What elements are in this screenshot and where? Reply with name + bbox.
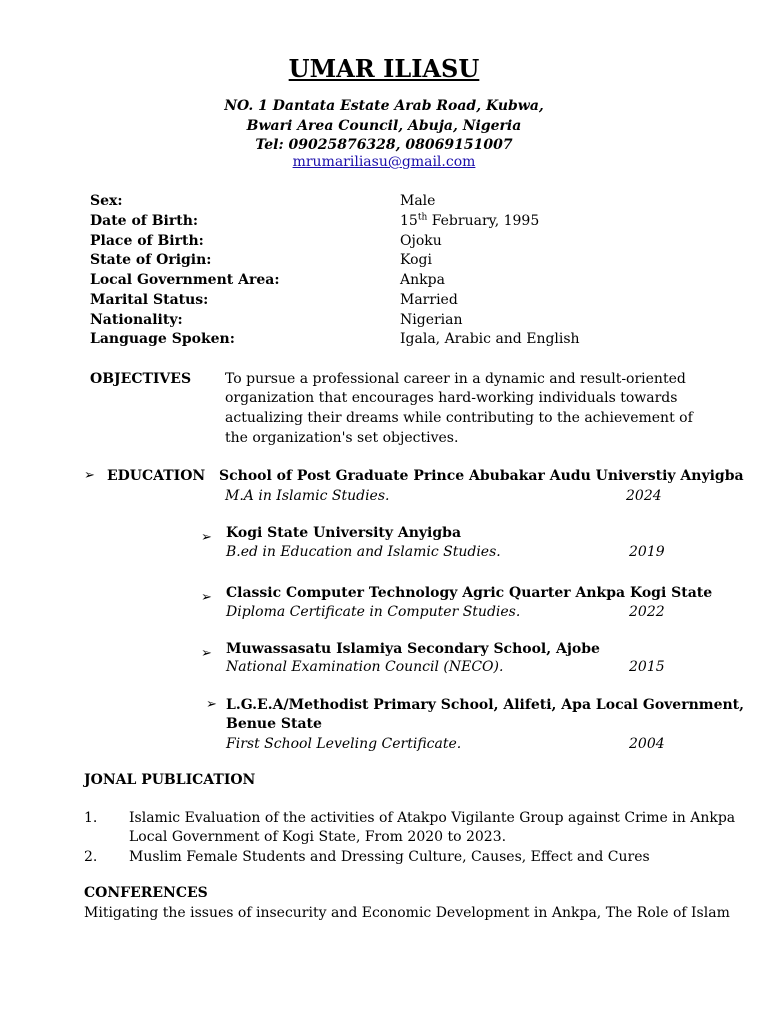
lga-label: Local Government Area: [90, 272, 280, 288]
education-school-1: School of Post Graduate Prince Abubakar Audu Universtiy Anyigba [219, 468, 744, 484]
publication-number-1: 1. [84, 810, 98, 826]
education-school-4: Muwassasatu Islamiya Secondary School, Ajobe [226, 641, 600, 657]
objectives-line-4: the organization's set objectives. [225, 430, 459, 446]
language-label: Language Spoken: [90, 331, 235, 347]
publication-1-line-1: Islamic Evaluation of the activities of Atakpo Vigilante Group against Crime in Ankpa [129, 810, 736, 826]
resume-name: UMAR ILIASU [288, 54, 480, 83]
marital-label: Marital Status: [90, 292, 209, 308]
address-line-2: Bwari Area Council, Abuja, Nigeria [246, 118, 522, 134]
arrow-bullet-icon: ➢ [201, 530, 212, 545]
arrow-bullet-icon: ➢ [84, 468, 95, 483]
address-line-1: NO. 1 Dantata Estate Arab Road, Kubwa, [224, 98, 544, 114]
publication-2-line-1: Muslim Female Students and Dressing Culture, Causes, Effect and Cures [129, 849, 650, 865]
email-line [0, 152, 768, 172]
education-year-1: 2024 [626, 488, 662, 504]
dob-value: 15th February, 1995 [400, 212, 540, 229]
objectives-heading: OBJECTIVES [90, 371, 192, 387]
lga-value: Ankpa [400, 272, 445, 288]
education-school-5-line-2: Benue State [226, 716, 322, 732]
arrow-bullet-icon: ➢ [201, 646, 212, 661]
education-school-2: Kogi State University Anyigba [226, 525, 462, 541]
pob-label: Place of Birth: [90, 233, 204, 249]
education-heading: EDUCATION [107, 468, 206, 484]
conference-item: Mitigating the issues of insecurity and Economic Development in Ankpa, The Role of Islam [84, 905, 730, 921]
sex-value: Male [400, 193, 436, 209]
education-qualification-2: B.ed in Education and Islamic Studies. [226, 544, 501, 560]
education-school-3: Classic Computer Technology Agric Quarter Ankpa Kogi State [226, 585, 713, 601]
language-value: Igala, Arabic and English [400, 331, 580, 347]
education-qualification-5: First School Leveling Certificate. [226, 736, 462, 752]
conferences-heading: CONFERENCES [84, 885, 208, 901]
pob-value: Ojoku [400, 233, 442, 249]
email-link[interactable]: mrumariliasu@gmail.com [292, 154, 476, 170]
dob-label: Date of Birth: [90, 213, 199, 229]
publication-number-2: 2. [84, 849, 98, 865]
nationality-label: Nationality: [90, 312, 183, 328]
state-label: State of Origin: [90, 252, 212, 268]
education-year-3: 2022 [629, 604, 665, 620]
publications-heading: JONAL PUBLICATION [84, 772, 256, 788]
publication-1-line-2: Local Government of Kogi State, From 2020 to 2023. [129, 829, 507, 845]
education-school-5: L.G.E.A/Methodist Primary School, Alifeti, Apa Local Government, [226, 697, 744, 713]
education-year-5: 2004 [629, 736, 665, 752]
sex-label: Sex: [90, 193, 123, 209]
education-qualification-1: M.A in Islamic Studies. [225, 488, 390, 504]
state-value: Kogi [400, 252, 432, 268]
nationality-value: Nigerian [400, 312, 463, 328]
marital-value: Married [400, 292, 458, 308]
arrow-bullet-icon: ➢ [206, 697, 217, 712]
objectives-line-2: organization that encourages hard-working individuals towards [225, 390, 678, 406]
arrow-bullet-icon: ➢ [201, 590, 212, 605]
objectives-line-3: actualizing their dreams while contributing to the achievement of [225, 410, 693, 426]
telephone: Tel: 09025876328, 08069151007 [255, 137, 513, 153]
objectives-line-1: To pursue a professional career in a dynamic and result-oriented [225, 371, 686, 387]
education-qualification-4: National Examination Council (NECO). [226, 659, 504, 675]
education-year-4: 2015 [629, 659, 665, 675]
education-year-2: 2019 [629, 544, 665, 560]
education-qualification-3: Diploma Certificate in Computer Studies. [226, 604, 521, 620]
